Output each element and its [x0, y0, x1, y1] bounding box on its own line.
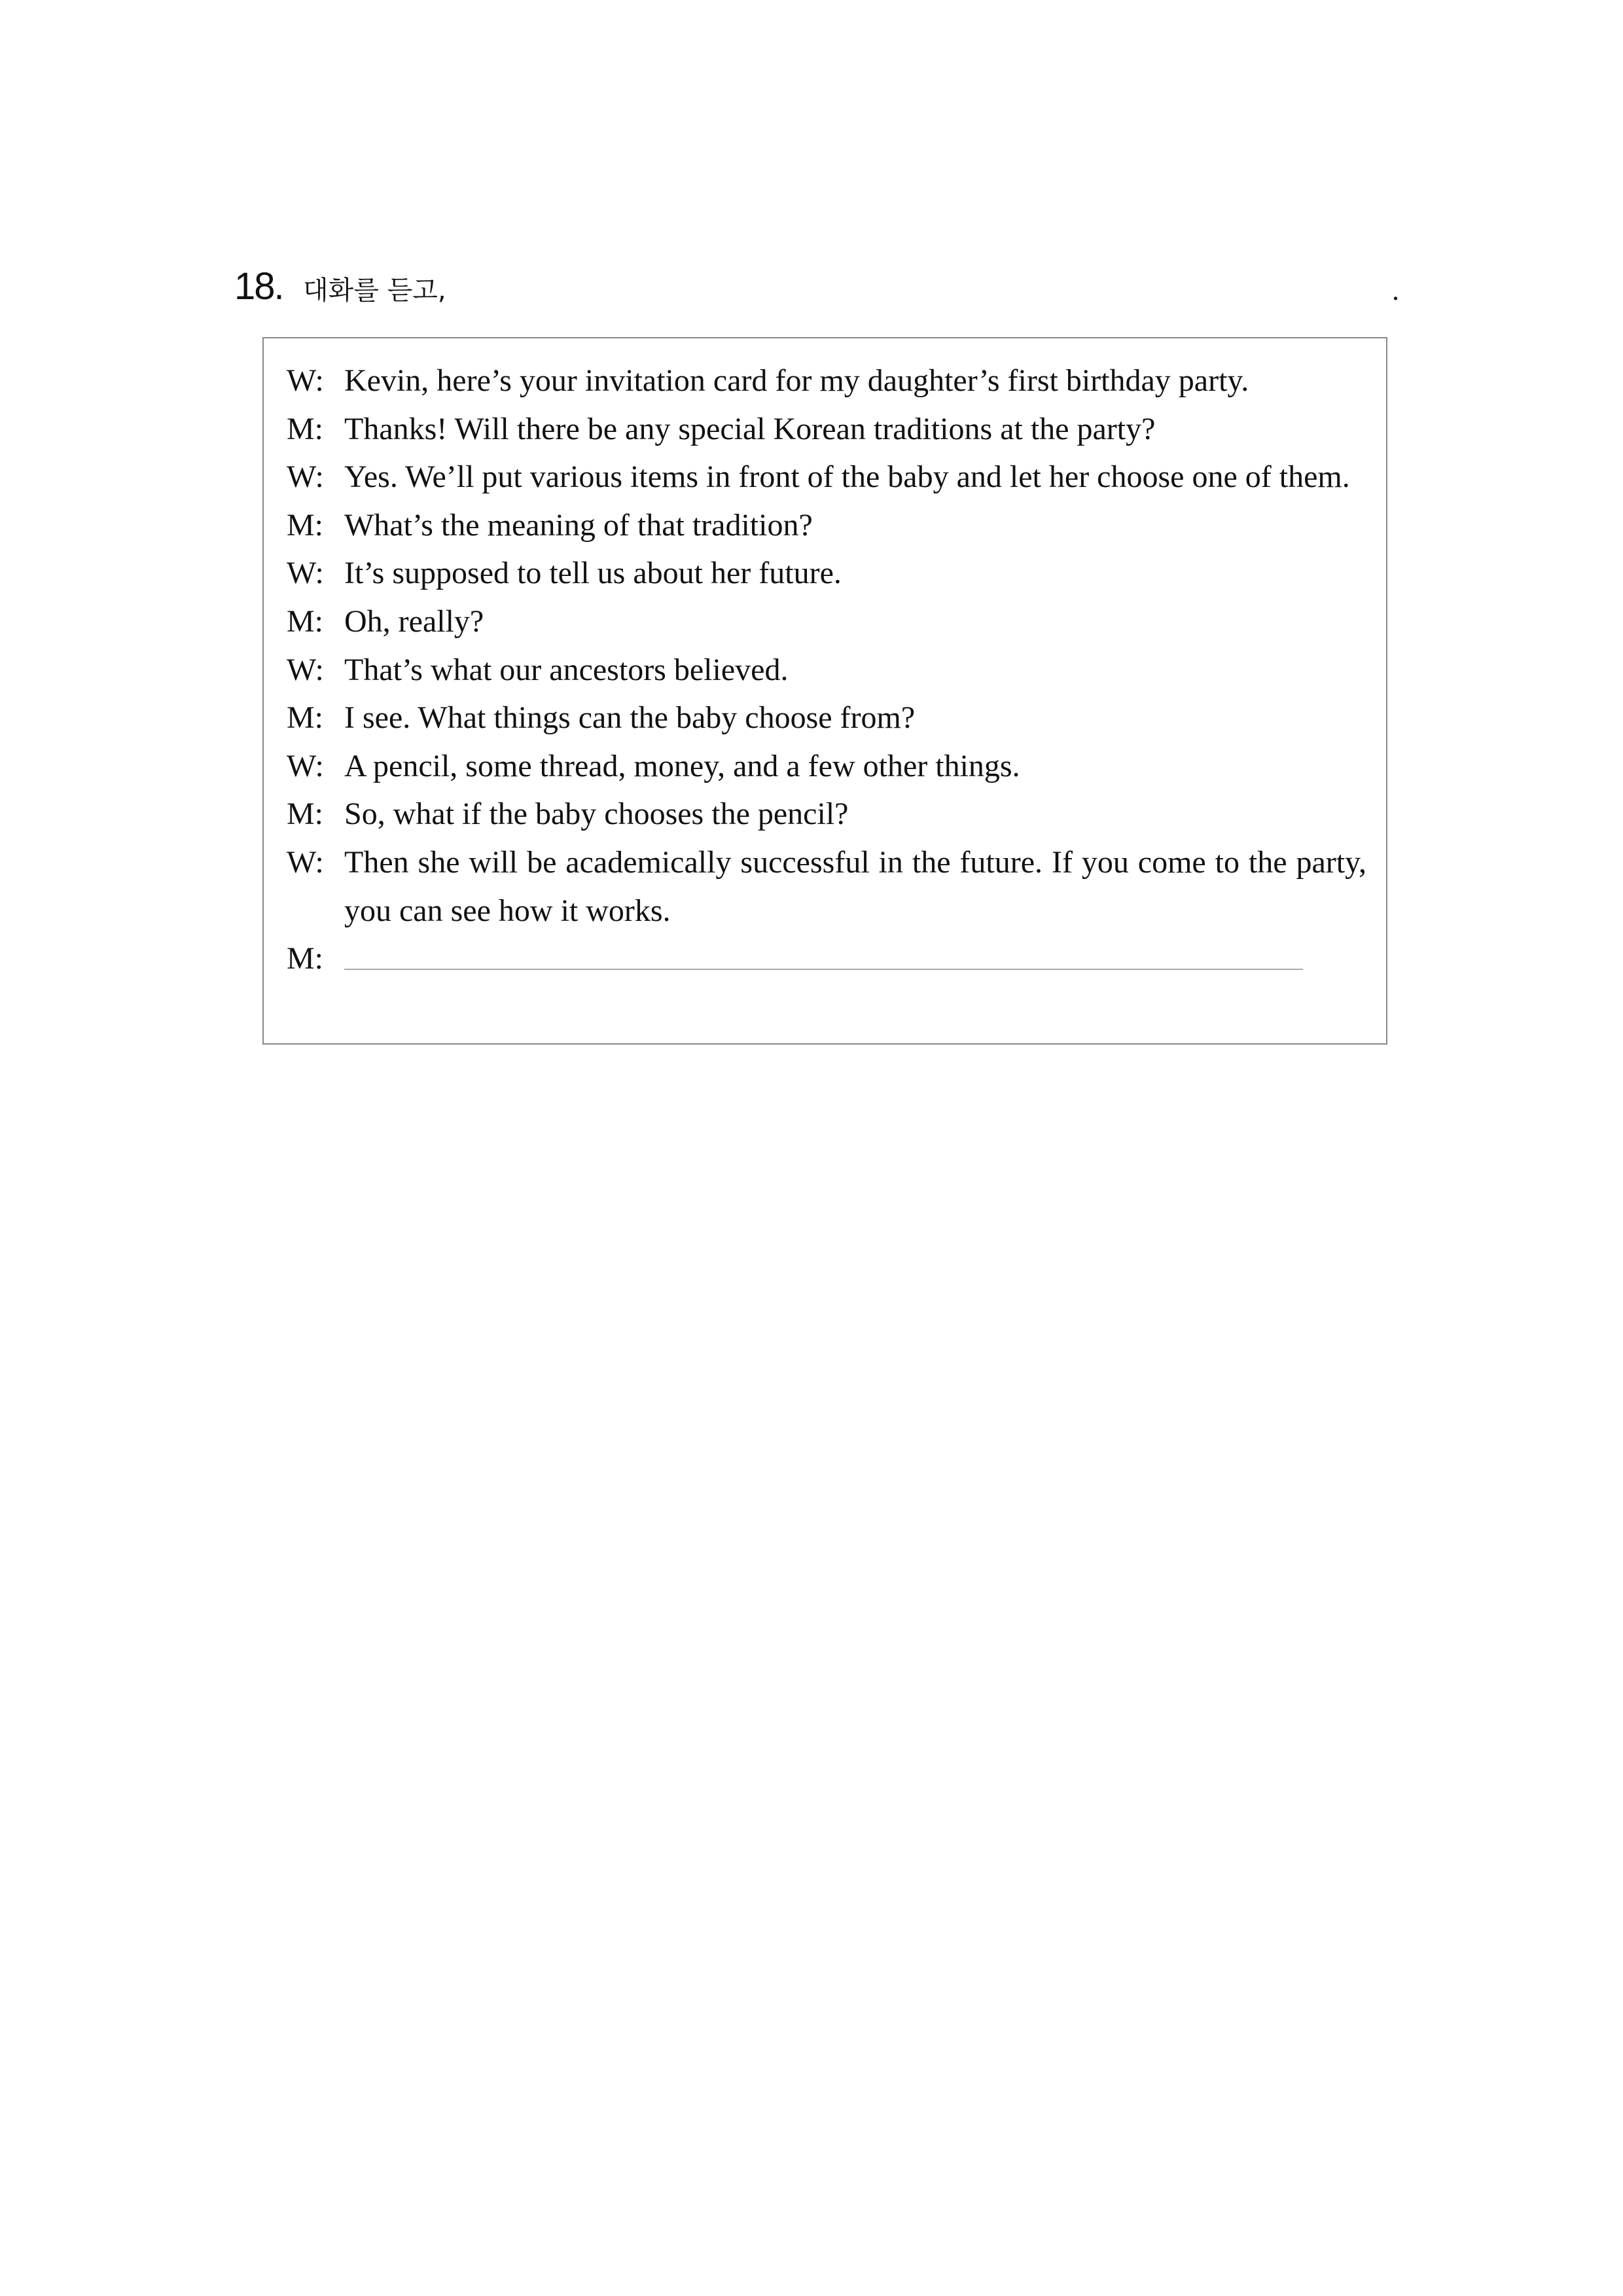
answer-blank: [344, 935, 1303, 970]
utterance-text: Thanks! Will there be any special Korean traditions at the party?: [344, 411, 1156, 446]
speaker-label: M:: [287, 507, 324, 543]
dialogue-line: [287, 935, 1366, 983]
speaker-label: M:: [287, 411, 324, 446]
speaker-label: W:: [287, 748, 324, 783]
question-end-mark: .: [1392, 274, 1399, 306]
utterance-text: So, what if the baby chooses the pencil?: [344, 797, 849, 832]
speaker-label: M:: [287, 941, 324, 977]
answer-blank-line: [344, 935, 1366, 983]
question-header: [234, 260, 1399, 313]
utterance-text: Then she will be academically successful in the future. If you come to the party, you can see how it works.: [344, 844, 1366, 928]
utterance-text: Oh, really?: [344, 603, 484, 639]
dialogue-line: [287, 357, 1366, 405]
speaker-label: W:: [287, 459, 324, 495]
speaker-label: M:: [287, 797, 324, 832]
dialogue-line: [287, 742, 1366, 791]
dialogue-line: [287, 646, 1366, 694]
dialogue-line: [287, 790, 1366, 838]
utterance-text: Yes. We’ll put various items in front of the baby and let her choose one of them.: [344, 459, 1350, 495]
dialogue-line: [287, 501, 1366, 550]
question-number: 18.: [234, 265, 283, 308]
utterance-text: It’s supposed to tell us about her future.: [344, 556, 842, 591]
dialogue-line: [287, 405, 1366, 454]
speaker-label: W:: [287, 652, 324, 687]
utterance-text: That’s what our ancestors believed.: [344, 652, 789, 687]
dialogue-line: [287, 598, 1366, 646]
utterance-text: What’s the meaning of that tradition?: [344, 507, 813, 543]
dialogue-list: [287, 357, 1366, 983]
dialogue-box: [262, 337, 1387, 1045]
dialogue-line: [287, 694, 1366, 742]
speaker-label: W:: [287, 363, 324, 398]
dialogue-line: [287, 453, 1366, 501]
utterance-text: Kevin, here’s your invitation card for my daughter’s first birthday party.: [344, 363, 1249, 398]
utterance-text: I see. What things can the baby choose from?: [344, 700, 916, 736]
utterance-text: A pencil, some thread, money, and a few other things.: [344, 748, 1020, 783]
dialogue-line: [287, 838, 1366, 935]
question-instruction: 대화를 듣고,: [303, 276, 446, 306]
speaker-label: W:: [287, 844, 324, 880]
speaker-label: M:: [287, 700, 324, 736]
speaker-label: W:: [287, 556, 324, 591]
dialogue-line: [287, 549, 1366, 598]
speaker-label: M:: [287, 603, 324, 639]
